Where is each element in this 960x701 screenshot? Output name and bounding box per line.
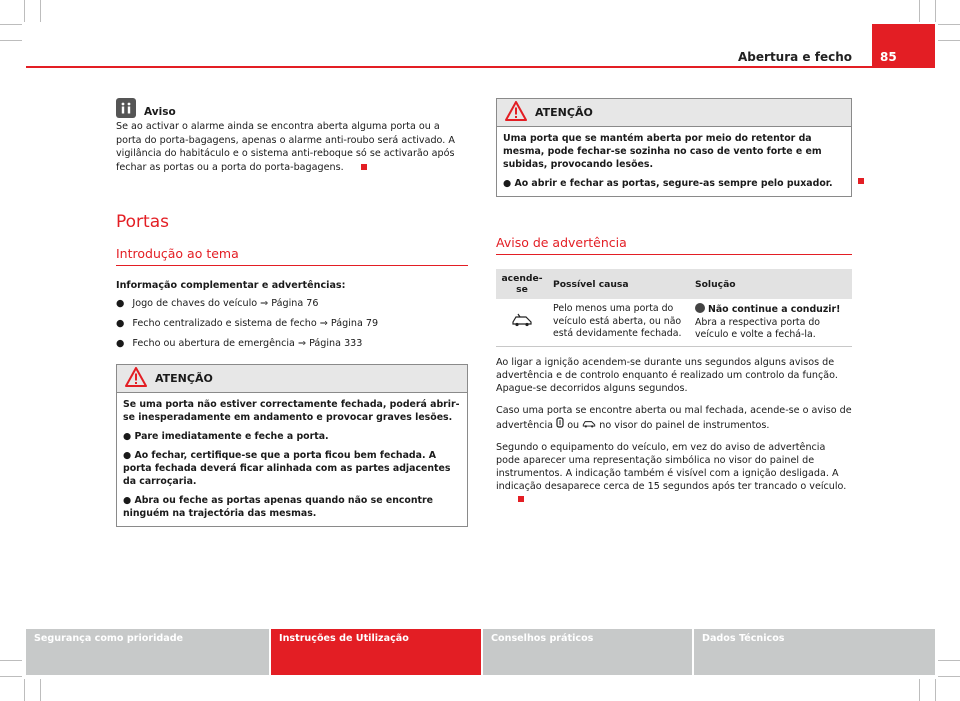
list-item[interactable]: ● Fecho ou abertura de emergência ⇒ Página 333 xyxy=(116,338,363,349)
header-title: Abertura e fecho xyxy=(738,50,852,64)
symbol-cell xyxy=(496,299,548,346)
crop-mark xyxy=(938,676,960,677)
warning-header xyxy=(117,365,467,393)
crop-mark xyxy=(938,40,960,41)
bullet-icon: ● xyxy=(116,298,125,309)
header-rule xyxy=(26,66,935,68)
crop-mark xyxy=(935,0,936,22)
end-marker-icon xyxy=(518,496,524,502)
crop-mark xyxy=(0,40,22,41)
warning-light-icon xyxy=(556,420,567,431)
cause-cell: Pelo menos uma porta do veículo está aberta, ou não está devidamente fechada. xyxy=(548,299,690,346)
note-header xyxy=(116,98,468,118)
warning-triangle-icon xyxy=(125,367,147,390)
crop-mark xyxy=(919,679,920,701)
crop-mark xyxy=(919,0,920,22)
footer-tab-safety[interactable]: Segurança como prioridade xyxy=(26,629,269,675)
footer-tab-technical[interactable]: Dados Técnicos xyxy=(694,629,935,675)
crop-mark xyxy=(938,24,960,25)
table-row xyxy=(496,299,852,346)
warning-paragraph: ● Ao fechar, certifique-se que a porta ficou bem fechada. A porta fechada deverá ficar alinhada com as partes adjacentes da carroçaria. xyxy=(123,450,451,487)
crop-mark xyxy=(0,676,22,677)
note-text: Se ao activar o alarme ainda se encontra aberta alguma porta ou a porta do porta-bagagens, apenas o alarme anti-roubo será activado. A vigilância do habitáculo e o sistema anti-reboque só se activarão após fechar as portas ou a porta do porta-bagagens. xyxy=(116,121,455,173)
stop-icon xyxy=(695,303,705,313)
end-marker-icon xyxy=(858,178,864,184)
body-paragraph: Segundo o equipamento do veículo, em vez do aviso de advertência pode aparecer uma representação simbólica no visor do painel de instrumentos. A indicação também é visível com a ignição desligada. A indicação desaparece cerca de 15 segundos após ter trancado o veículo. xyxy=(496,441,852,506)
intro-heading: Informação complementar e advertências: xyxy=(116,280,346,291)
warning-title: ATENÇÃO xyxy=(155,372,213,385)
warning-header xyxy=(497,99,851,127)
body-paragraph: Caso uma porta se encontre aberta ou mal fechada, acende-se o aviso de advertência ou no visor do painel de instrumentos. xyxy=(496,404,852,431)
list-item[interactable]: ● Fecho centralizado e sistema de fecho ⇒ Página 79 xyxy=(116,318,379,329)
door-open-car-icon xyxy=(511,319,533,330)
footer-tab-instructions[interactable]: Instruções de Utilização xyxy=(271,629,481,675)
end-marker-icon xyxy=(361,164,367,170)
warning-body xyxy=(117,393,467,526)
crop-mark xyxy=(0,660,22,661)
crop-mark xyxy=(40,679,41,701)
warning-box-doors xyxy=(116,364,468,527)
solution-cell xyxy=(690,299,852,346)
left-column xyxy=(116,98,468,527)
table-header-row xyxy=(496,269,852,299)
warning-paragraph: ● Abra ou feche as portas apenas quando não se encontre ninguém na trajectória das mesmas. xyxy=(123,495,434,519)
crop-mark xyxy=(935,679,936,701)
info-note-icon xyxy=(116,98,136,118)
warning-box-retainer xyxy=(496,98,852,197)
note-title: Aviso xyxy=(144,106,176,118)
note-block xyxy=(116,98,468,174)
list-item[interactable]: ● Jogo de chaves do veículo ⇒ Página 76 xyxy=(116,298,319,309)
section-subtitle: Introdução ao tema xyxy=(116,246,468,266)
solution-text: Abra a respectiva porta do veículo e volte a fechá-la. xyxy=(695,316,821,340)
column-header: Possível causa xyxy=(548,269,690,299)
column-header: Solução xyxy=(690,269,852,299)
right-column xyxy=(496,98,852,506)
section-title: Portas xyxy=(116,212,169,232)
reference-list xyxy=(116,297,468,350)
warning-triangle-icon xyxy=(505,101,527,124)
crop-mark xyxy=(0,24,22,25)
page-number: 85 xyxy=(880,50,897,64)
crop-mark xyxy=(938,660,960,661)
warning-body xyxy=(497,127,851,196)
crop-mark xyxy=(40,0,41,22)
body-paragraph: Ao ligar a ignição acendem-se durante uns segundos alguns avisos de advertência e de controlo enquanto é realizado um controlo da função. Apague-se decorridos alguns segundos. xyxy=(496,356,838,394)
door-open-car-icon xyxy=(582,420,599,431)
crop-mark xyxy=(24,0,25,22)
warning-paragraph: ● Ao abrir e fechar as portas, segure-as sempre pelo puxador. xyxy=(503,178,833,189)
warning-light-table xyxy=(496,269,852,347)
footer-tab-tips[interactable]: Conselhos práticos xyxy=(483,629,692,675)
bullet-icon: ● xyxy=(116,338,125,349)
warning-paragraph: ● Pare imediatamente e feche a porta. xyxy=(123,431,329,442)
crop-mark xyxy=(24,679,25,701)
warning-paragraph: Se uma porta não estiver correctamente fechada, poderá abrir-se inesperadamente em andamento e provocar graves lesões. xyxy=(123,399,460,423)
bullet-icon: ● xyxy=(116,318,125,329)
warning-title: ATENÇÃO xyxy=(535,106,593,119)
warning-paragraph: Uma porta que se mantém aberta por meio do retentor da mesma, pode fechar-se sozinha no caso de vento forte e em subidas, provocando lesões. xyxy=(503,133,822,170)
solution-bold: Não continue a conduzir! xyxy=(707,304,841,315)
column-header: acende-se xyxy=(496,269,548,299)
advertencia-title: Aviso de advertência xyxy=(496,235,852,255)
